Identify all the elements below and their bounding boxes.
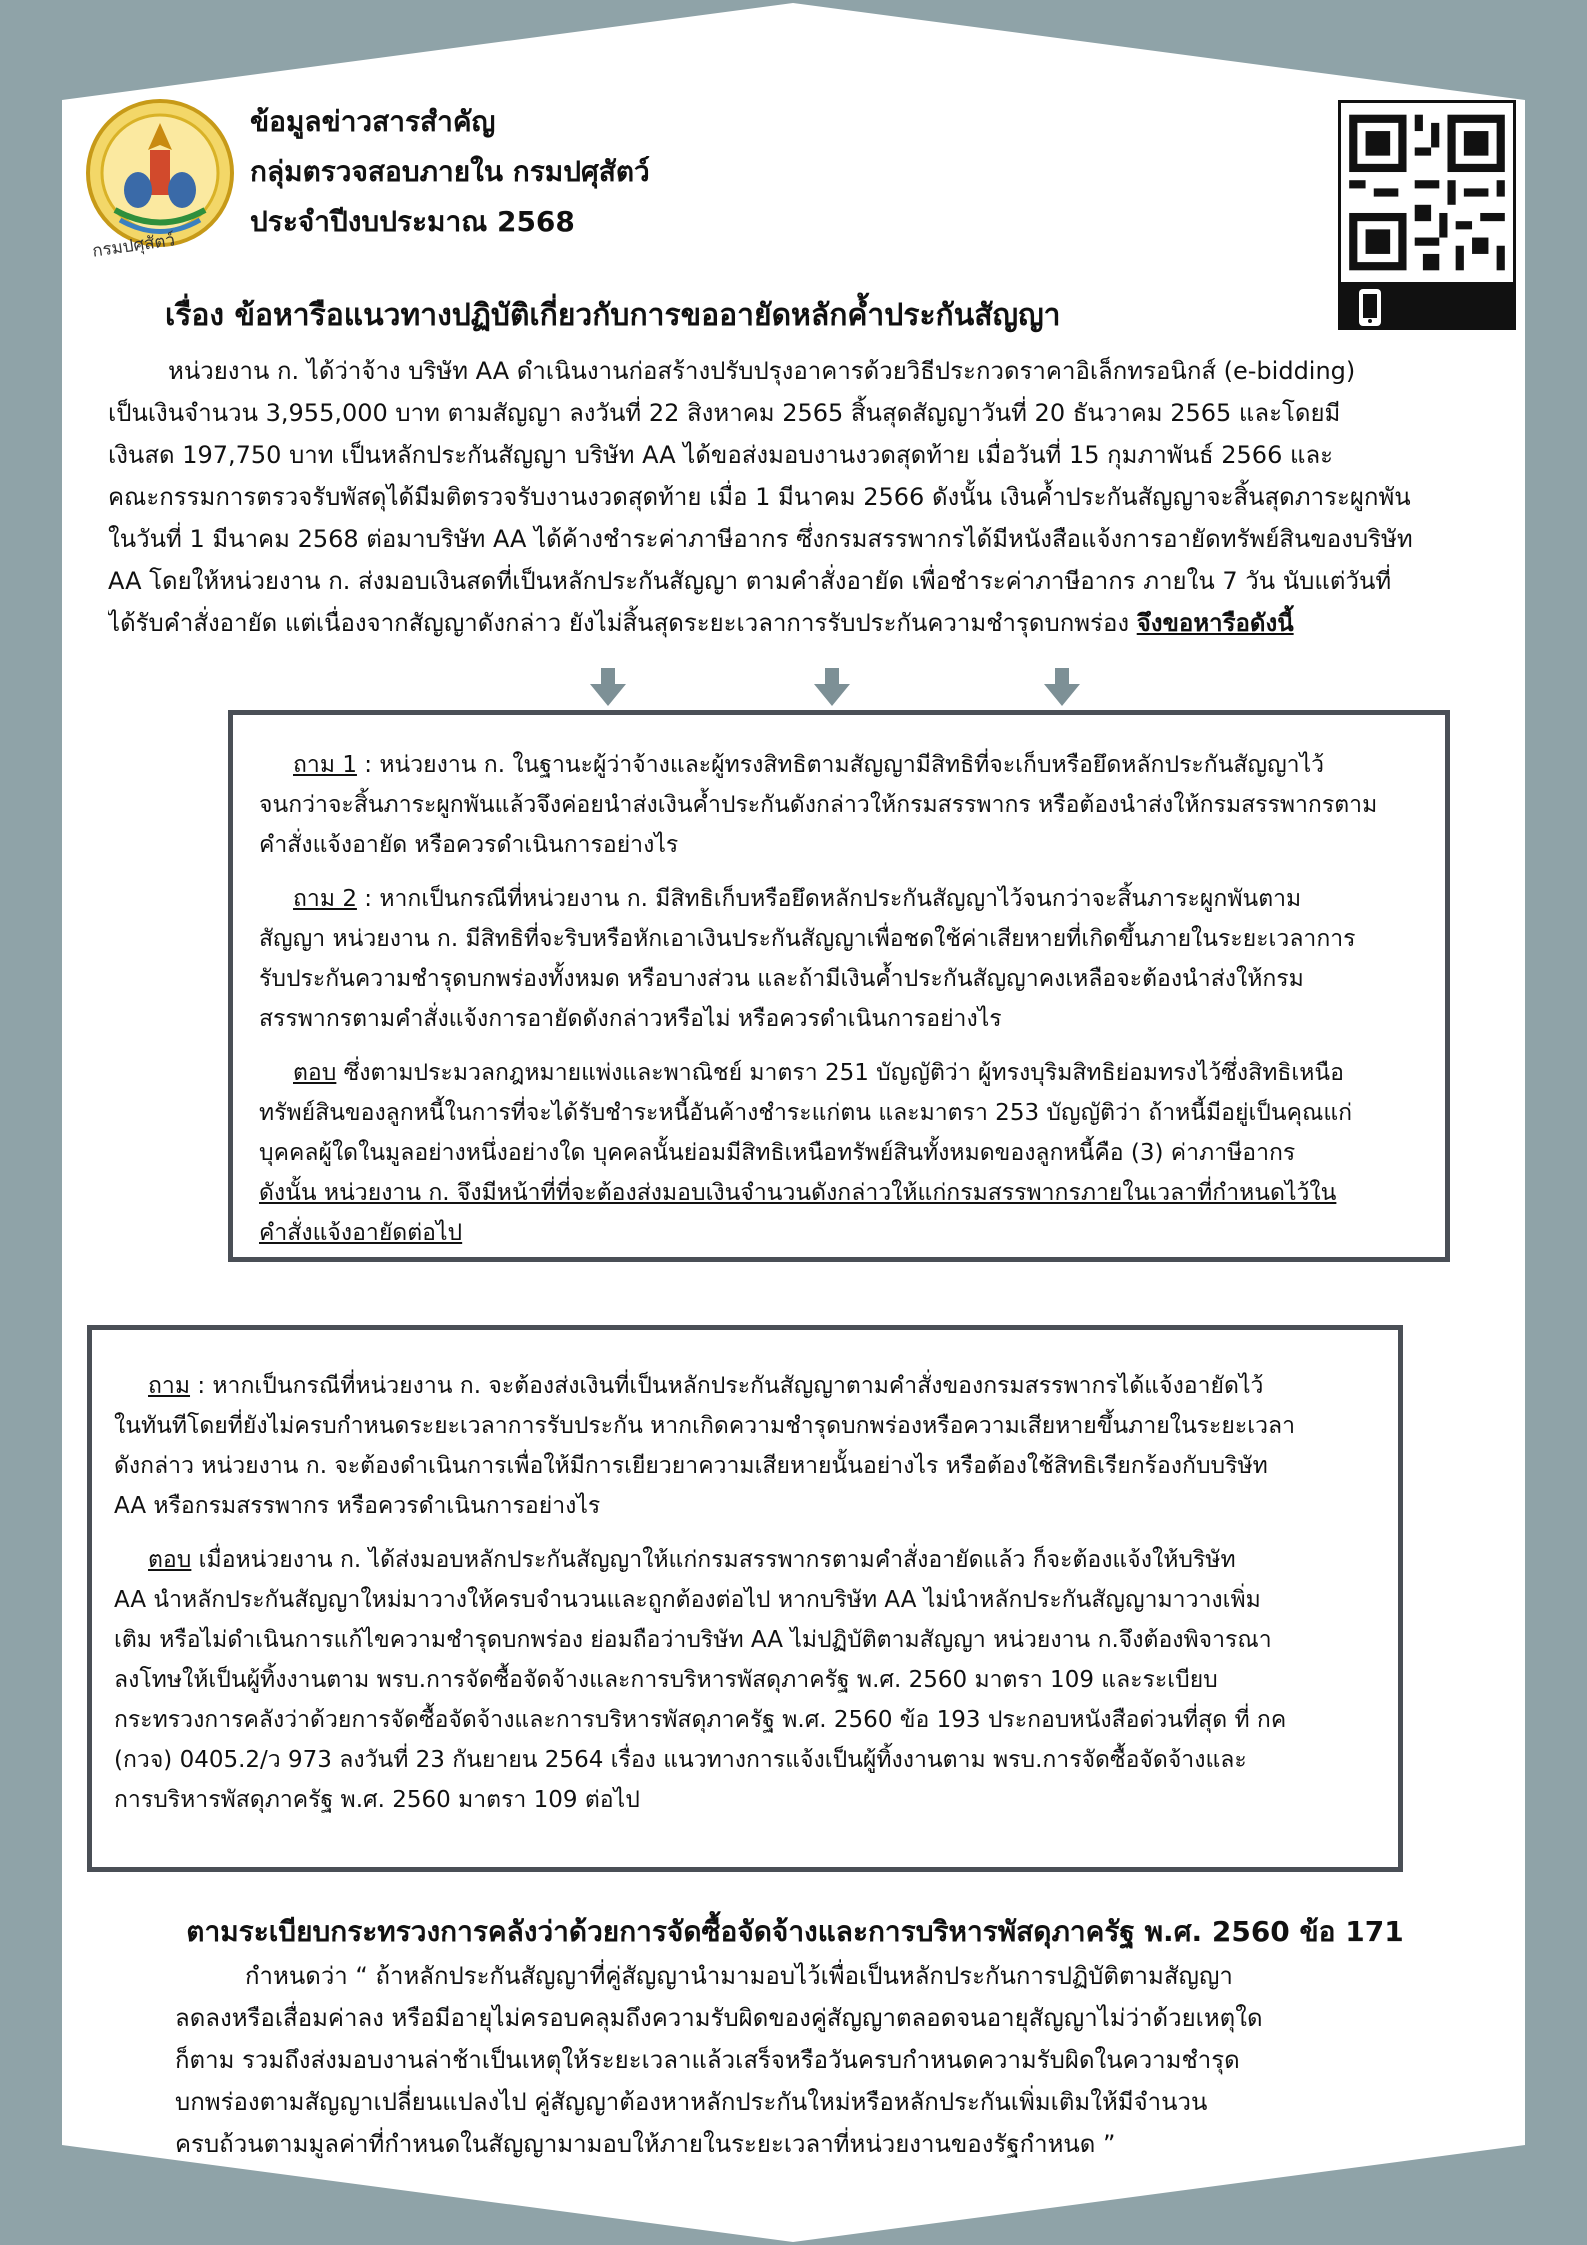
header-line-2: กลุ่มตรวจสอบภายใน กรมปศุสัตว์ bbox=[250, 155, 650, 188]
intro-line: ได้รับคำสั่งอายัด แต่เนื่องจากสัญญาดังกล่าว ยังไม่สิ้นสุดระยะเวลาการรับประกันความชำรุดบกพร่อง bbox=[108, 609, 1130, 637]
answer-2-line: การบริหารพัสดุภาครัฐ พ.ศ. 2560 มาตรา 109 ต่อไป bbox=[114, 1787, 640, 1813]
answer-2-line: ลงโทษให้เป็นผู้ทิ้งงานตาม พรบ.การจัดซื้อจัดจ้างและการบริหารพัสดุภาครัฐ พ.ศ. 2560 มาตรา 109 และระเบียบ bbox=[114, 1667, 1218, 1693]
intro-line: คณะกรรมการตรวจรับพัสดุได้มีมติตรวจรับงานงวดสุดท้าย เมื่อ 1 มีนาคม 2566 ดังนั้น เงินค้ำประกันสัญญาจะสิ้นสุดภาระผูกพัน bbox=[108, 483, 1411, 511]
intro-paragraph bbox=[108, 350, 1488, 644]
question-2-label: ถาม 2 bbox=[293, 886, 357, 912]
qr-code[interactable] bbox=[1338, 100, 1516, 285]
down-arrow-icon bbox=[590, 668, 626, 706]
intro-line: เงินสด 197,750 บาท เป็นหลักประกันสัญญา บริษัท AA ได้ขอส่งมอบงานงวดสุดท้าย เมื่อวันที่ 15 กุมภาพันธ์ 2566 และ bbox=[108, 441, 1334, 469]
question-3-line: AA หรือกรมสรรพากร หรือควรดำเนินการอย่างไร bbox=[114, 1493, 601, 1519]
logo-caption: กรมปศุสัตว์ bbox=[91, 230, 177, 262]
answer-1-label: ตอบ bbox=[293, 1060, 337, 1086]
question-1-line: : หน่วยงาน ก. ในฐานะผู้ว่าจ้างและผู้ทรงสิทธิตามสัญญามีสิทธิที่จะเก็บหรือยึดหลักประกันสัญญาไว้ bbox=[364, 752, 1325, 778]
answer-2-line: เติม หรือไม่ดำเนินการแก้ไขความชำรุดบกพร่อง ย่อมถือว่าบริษัท AA ไม่ปฏิบัติตามสัญญา หน่วยงาน ก.จึงต้องพิจารณา bbox=[114, 1627, 1272, 1653]
answer-2-line: กระทรวงการคลังว่าด้วยการจัดซื้อจัดจ้างและการบริหารพัสดุภาครัฐ พ.ศ. 2560 ข้อ 193 ประกอบหนังสือด่วนที่สุด ที่ กค bbox=[114, 1707, 1287, 1733]
answer-1-conclusion: คำสั่งแจ้งอายัดต่อไป bbox=[259, 1220, 463, 1246]
header-line-3: ประจำปีงบประมาณ 2568 bbox=[250, 205, 575, 238]
answer-1-conclusion: ดังนั้น หน่วยงาน ก. จึงมีหน้าที่ที่จะต้องส่งมอบเงินจำนวนดังกล่าวให้แก่กรมสรรพากรภายในเวลาที่กำหนดไว้ใน bbox=[259, 1180, 1337, 1206]
intro-closing: จึงขอหารือดังนี้ bbox=[1136, 609, 1294, 637]
down-arrow-icon bbox=[814, 668, 850, 706]
answer-1 bbox=[259, 1053, 1419, 1253]
regulation-line: ก็ตาม รวมถึงส่งมอบงานล่าช้าเป็นเหตุให้ระยะเวลาแล้วเสร็จหรือวันครบกำหนดความรับผิดในความชำรุด bbox=[175, 2046, 1240, 2074]
answer-1-line: ทรัพย์สินของลูกหนี้ในการที่จะได้รับชำระหนี้อันค้างชำระแก่ตน และมาตรา 253 บัญญัติว่า ถ้าหนี้มีอยู่เป็นคุณแก่ bbox=[259, 1100, 1353, 1126]
question-2-line: รับประกันความชำรุดบกพร่องทั้งหมด หรือบางส่วน และถ้ามีเงินค้ำประกันสัญญาคงเหลือจะต้องนำส่งให้กรม bbox=[259, 966, 1304, 992]
header-line-1: ข้อมูลข่าวสารสำคัญ bbox=[250, 105, 496, 138]
intro-line: AA โดยให้หน่วยงาน ก. ส่งมอบเงินสดที่เป็นหลักประกันสัญญา ตามคำสั่งอายัด เพื่อชำระค่าภาษีอากร ภายใน 7 วัน นับแต่วันที่ bbox=[108, 567, 1392, 595]
question-1-label: ถาม 1 bbox=[293, 752, 357, 778]
question-2-line: สัญญา หน่วยงาน ก. มีสิทธิที่จะริบหรือหักเอาเงินประกันสัญญาเพื่อชดใช้ค่าเสียหายที่เกิดขึ้นภายในระยะเวลาการ bbox=[259, 926, 1356, 952]
regulation-title: ตามระเบียบกระทรวงการคลังว่าด้วยการจัดซื้อจัดจ้างและการบริหารพัสดุภาครัฐ พ.ศ. 2560 ข้อ 171 bbox=[186, 1915, 1404, 1948]
question-3-label: ถาม bbox=[148, 1373, 191, 1399]
question-2-line: : หากเป็นกรณีที่หน่วยงาน ก. มีสิทธิเก็บหรือยึดหลักประกันสัญญาไว้จนกว่าจะสิ้นภาระผูกพันตาม bbox=[364, 886, 1302, 912]
regulation-line: กำหนดว่า “ ถ้าหลักประกันสัญญาที่คู่สัญญานำมามอบไว้เพื่อเป็นหลักประกันการปฏิบัติตามสัญญา bbox=[245, 1962, 1233, 1990]
question-1-line: จนกว่าจะสิ้นภาระผูกพันแล้วจึงค่อยนำส่งเงินค้ำประกันดังกล่าวให้กรมสรรพากร หรือต้องนำส่งให้กรมสรรพากรตาม bbox=[259, 792, 1378, 818]
regulation-text bbox=[175, 1955, 1425, 2165]
question-3-line: ในทันทีโดยที่ยังไม่ครบกำหนดระยะเวลาการรับประกัน หากเกิดความชำรุดบกพร่องหรือความเสียหายขึ้นภายในระยะเวลา bbox=[114, 1413, 1296, 1439]
mobile-phone-icon bbox=[1355, 287, 1385, 328]
answer-2-line: AA นำหลักประกันสัญญาใหม่มาวางให้ครบจำนวนและถูกต้องต่อไป หากบริษัท AA ไม่นำหลักประกันสัญญามาวางเพิ่ม bbox=[114, 1587, 1261, 1613]
answer-2-line: (กวจ) 0405.2/ว 973 ลงวันที่ 23 กันยายน 2564 เรื่อง แนวทางการแจ้งเป็นผู้ทิ้งงานตาม พรบ.การจัดซื้อจัดจ้างและ bbox=[114, 1747, 1247, 1773]
qr-code-icon bbox=[1341, 103, 1513, 282]
down-arrow-icon bbox=[1044, 668, 1080, 706]
answer-2-label: ตอบ bbox=[148, 1547, 192, 1573]
intro-line: หน่วยงาน ก. ได้ว่าจ้าง บริษัท AA ดำเนินงานก่อสร้างปรับปรุงอาคารด้วยวิธีประกวดราคาอิเล็กทรอนิกส์ (e-bidding) bbox=[168, 357, 1356, 385]
regulation-line: ครบถ้วนตามมูลค่าที่กำหนดในสัญญามามอบให้ภายในระยะเวลาที่หน่วยงานของรัฐกำหนด ” bbox=[175, 2130, 1116, 2158]
answer-1-line: บุคคลผู้ใดในมูลอย่างหนึ่งอย่างใด บุคคลนั้นย่อมมีสิทธิเหนือทรัพย์สินทั้งหมดของลูกหนี้คือ (3) ค่าภาษีอากร bbox=[259, 1140, 1296, 1166]
subject-title: เรื่อง ข้อหารือแนวทางปฏิบัติเกี่ยวกับการขออายัดหลักค้ำประกันสัญญา bbox=[165, 298, 1061, 333]
regulation-line: บกพร่องตามสัญญาเปลี่ยนแปลงไป คู่สัญญาต้องหาหลักประกันใหม่หรือหลักประกันเพิ่มเติมให้มีจำนวน bbox=[175, 2088, 1208, 2116]
qa-box-1 bbox=[228, 710, 1450, 1262]
question-2 bbox=[259, 879, 1419, 1039]
regulation-line: ลดลงหรือเสื่อมค่าลง หรือมีอายุไม่ครอบคลุมถึงความรับผิดของคู่สัญญาตลอดจนอายุสัญญาไม่ว่าด้วยเหตุใด bbox=[175, 2004, 1263, 2032]
answer-1-line: ซึ่งตามประมวลกฎหมายแพ่งและพาณิชย์ มาตรา 251 บัญญัติว่า ผู้ทรงบุริมสิทธิย่อมทรงไว้ซึ่งสิทธิเหนือ bbox=[343, 1060, 1344, 1086]
question-2-line: สรรพากรตามคำสั่งแจ้งการอายัดดังกล่าวหรือไม่ หรือควรดำเนินการอย่างไร bbox=[259, 1006, 1002, 1032]
question-1-line: คำสั่งแจ้งอายัด หรือควรดำเนินการอย่างไร bbox=[259, 832, 679, 858]
question-1 bbox=[259, 745, 1419, 865]
question-3-line: : หากเป็นกรณีที่หน่วยงาน ก. จะต้องส่งเงินที่เป็นหลักประกันสัญญาตามคำสั่งของกรมสรรพากรได้แจ้งอายัดไว้ bbox=[197, 1373, 1264, 1399]
intro-line: ในวันที่ 1 มีนาคม 2568 ต่อมาบริษัท AA ได้ค้างชำระค่าภาษีอากร ซึ่งกรมสรรพากรได้มีหนังสือแจ้งการอายัดทรัพย์สินของบริษัท bbox=[108, 525, 1413, 553]
qa-box-2 bbox=[87, 1325, 1403, 1872]
question-3-line: ดังกล่าว หน่วยงาน ก. จะต้องดำเนินการเพื่อให้มีการเยียวยาความเสียหายนั้นอย่างไร หรือต้องใช้สิทธิเรียกร้องกับบริษัท bbox=[114, 1453, 1268, 1479]
answer-2 bbox=[114, 1540, 1376, 1820]
answer-2-line: เมื่อหน่วยงาน ก. ได้ส่งมอบหลักประกันสัญญาให้แก่กรมสรรพากรตามคำสั่งอายัดแล้ว ก็จะต้องแจ้งให้บริษัท bbox=[198, 1547, 1236, 1573]
question-3 bbox=[114, 1366, 1376, 1526]
intro-line: เป็นเงินจำนวน 3,955,000 บาท ตามสัญญา ลงวันที่ 22 สิงหาคม 2565 สิ้นสุดสัญญาวันที่ 20 ธันวาคม 2565 และโดยมี bbox=[108, 399, 1341, 427]
